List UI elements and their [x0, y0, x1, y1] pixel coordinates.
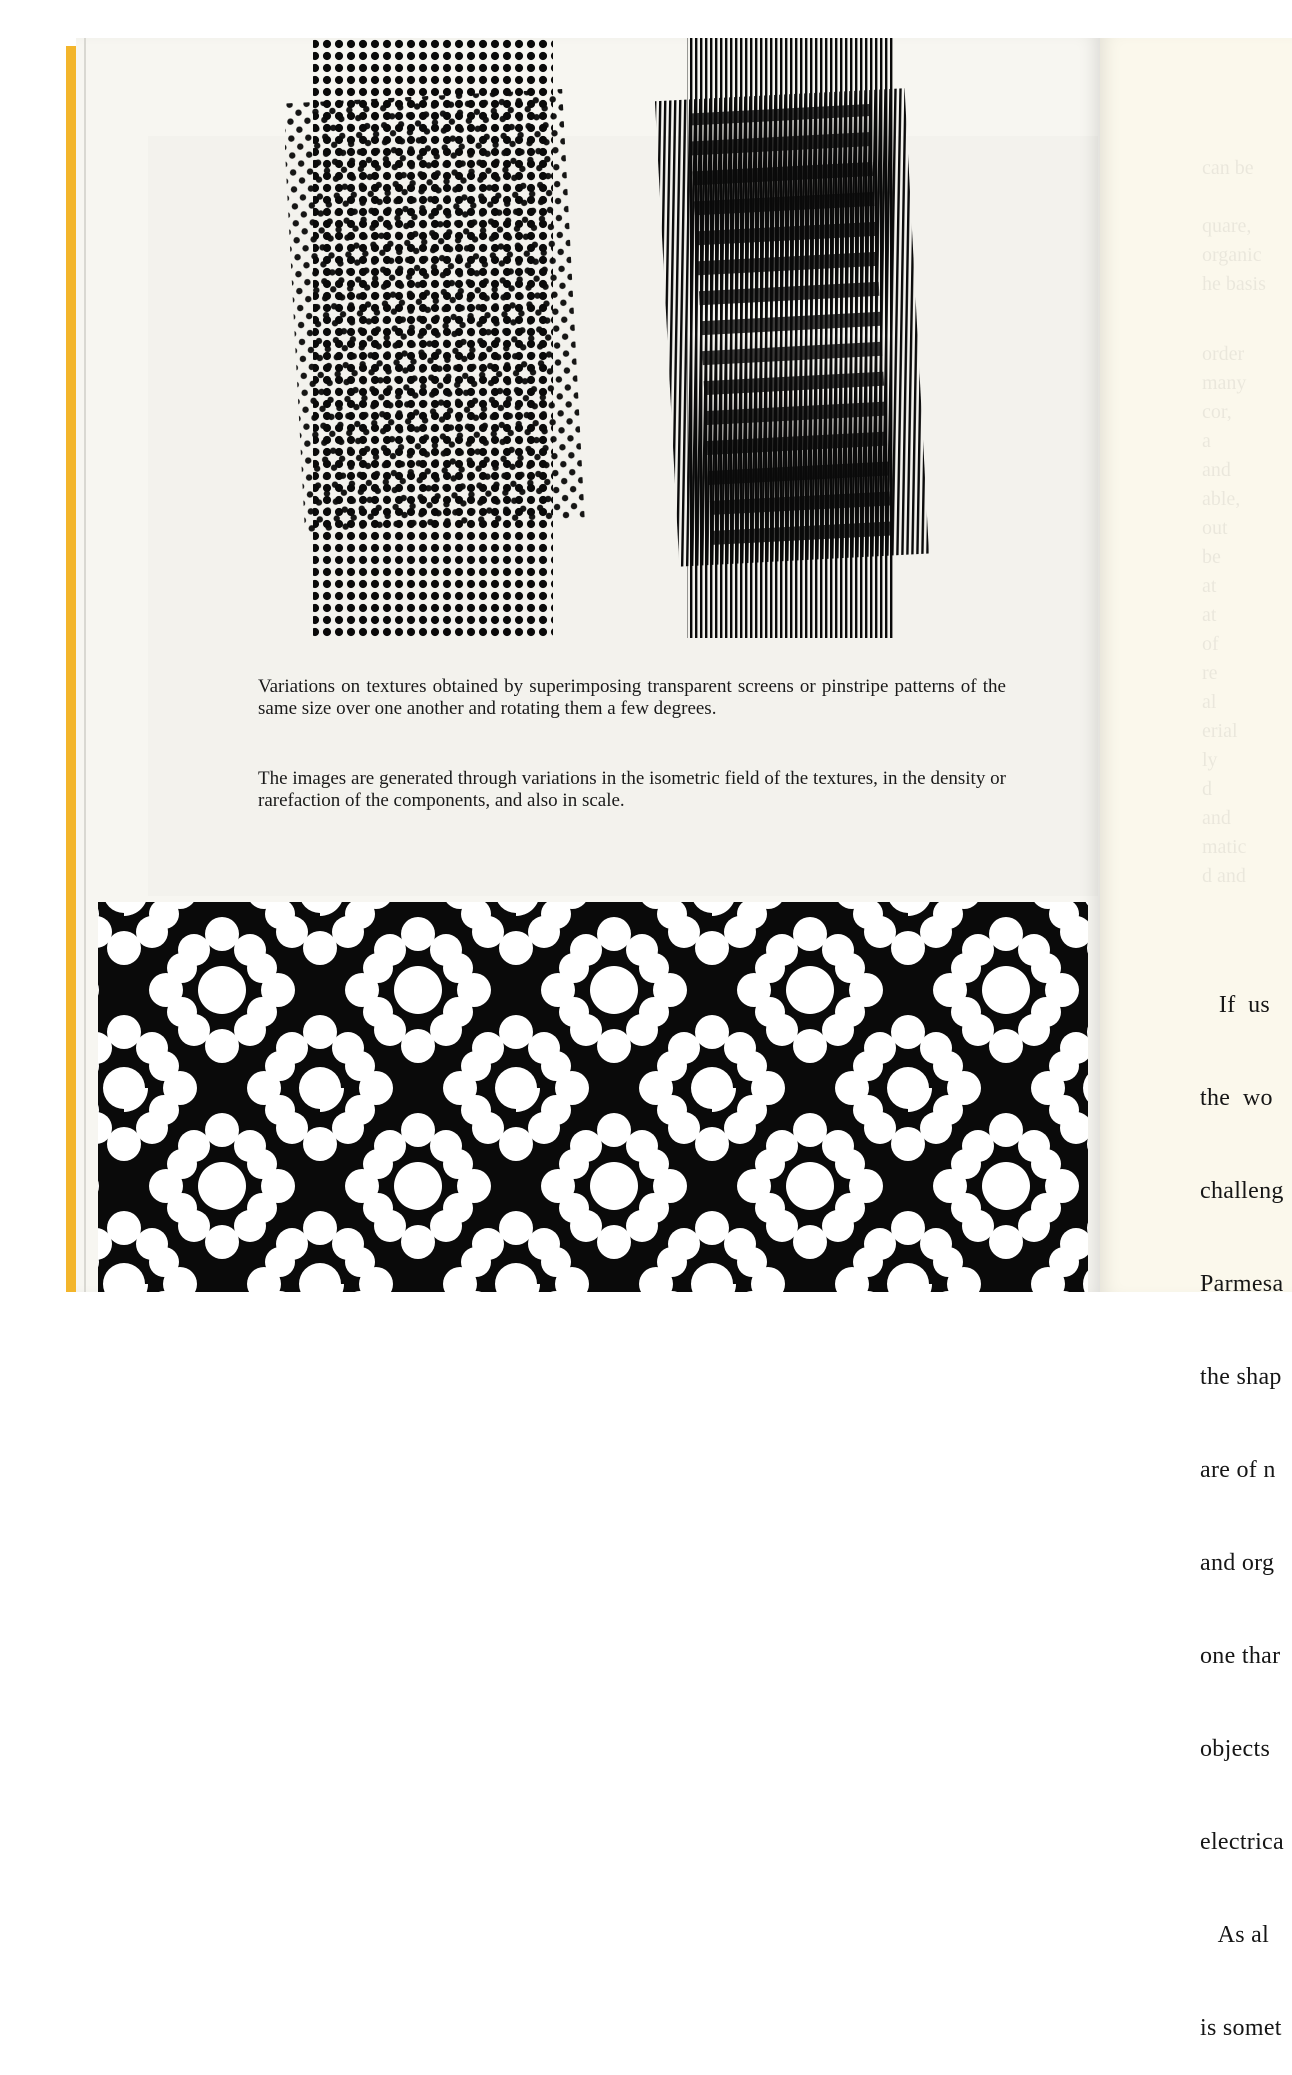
text-line: is somet — [1200, 2015, 1282, 2041]
moire-dot-screen-figure — [285, 38, 595, 638]
text-line: If us — [1200, 992, 1271, 1018]
faded-show-through-text: can be quare, organic he basis — [1202, 157, 1266, 295]
organic-blob-pattern-figure — [98, 902, 1088, 1292]
faded-show-through-text: order many cor, a and able, out be at at of re al erial ly d and matic d and — [1202, 343, 1247, 887]
text-line: As al — [1200, 1922, 1270, 1948]
text-line: Parmesa — [1200, 1271, 1284, 1297]
book-spine-edge — [66, 46, 76, 1292]
moire-pinstripe-figure — [655, 38, 945, 638]
text-line: the wo — [1200, 1085, 1273, 1111]
text-line: are of n — [1200, 1457, 1276, 1483]
text-line: electrica — [1200, 1829, 1284, 1855]
moire-bands — [690, 104, 893, 553]
text-line: and org — [1200, 1550, 1275, 1576]
text-line: the shap — [1200, 1364, 1282, 1390]
white-blob-lattice — [98, 902, 1088, 1292]
figure-caption-paragraph-1: Variations on textures obtained by superimposing transparent screens or pinstripe patterns of the same size over one another and rotating them a few degrees. — [258, 676, 1006, 719]
figure-caption-paragraph-2: The images are generated through variations in the isometric field of the textures, in the density or rarefaction of the components, and also in scale. — [258, 768, 1006, 811]
page-gutter-line — [84, 38, 86, 1292]
dot-screen-rotated-overlay — [285, 89, 585, 533]
text-line: one thar — [1200, 1643, 1281, 1669]
text-line: challeng — [1200, 1178, 1284, 1204]
text-line: objects — [1200, 1736, 1277, 1762]
right-page-body-text — [1200, 928, 1292, 2075]
